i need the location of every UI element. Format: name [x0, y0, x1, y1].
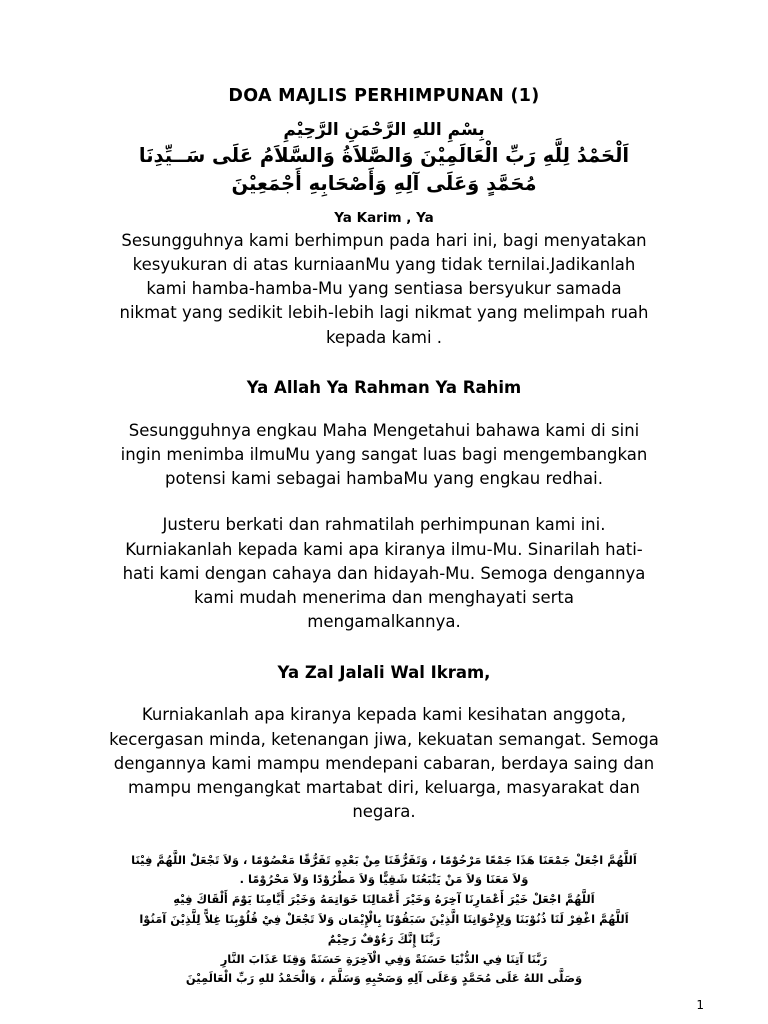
- arabic-closing-line-6: رَبَّنَا آتِنَا فِي الدُّنْيَا حَسَنَةً وَفِي الْآخِرَةِ حَسَنَةً وَقِنَا عَذَابَ النَّارِ: [220, 951, 548, 966]
- arabic-closing-line-1: اَللَّهُمَّ اجْعَلْ جَمْعَنَا هَذَا جَمْعًا مَرْحُوْمًا ، وَتَفَرُّقَنَا مِنْ بَعْدِهِ تَفَرُّقًا مَعْصُوْمًا ، وَلاَ تَجْعَلْ اللَّهُمَّ فِيْنَا: [131, 852, 637, 867]
- arabic-closing-line-5: رَبَّنَا إِنَّكَ رَءُوْفٌ رَحِيْمٌ: [327, 931, 441, 946]
- heading-ya-karim: Ya Karim , Ya: [334, 210, 434, 227]
- arabic-bismillah-line: بِسْمِ اللهِ الرَّحْمَنِ الرَّحِيْمِ: [283, 120, 485, 140]
- heading-ya-zal-jalali: Ya Zal Jalali Wal Ikram,: [277, 662, 491, 682]
- paragraph-kesihatan: Kurniakanlah apa kiranya kepada kami kesihatan anggota, kecergasan minda, ketenangan jiwa, kekuatan semangat. Semoga dengannya kami mampu mendepani cabaran, berdaya saing dan mampu mengangkat martabat diri, keluarga, masyarakat dan negara.: [109, 705, 659, 822]
- arabic-opening-block: [0, 119, 768, 198]
- arabic-closing-line-3: اَللَّهُمَّ اجْعَلْ خَيْرَ أَعْمَارِنَا آخِرَهُ وَخَيْرَ أَعْمَالِنَا خَوَاتِمَهُ وَخَيْرَ أَيَّامِنَا يَوْمَ أَلْقَاكَ فِيْهِ: [173, 892, 595, 907]
- page-number: 1: [696, 998, 704, 1012]
- paragraph-berkat: Justeru berkati dan rahmatilah perhimpunan kami ini. Kurniakanlah kepada kami apa kiranya ilmu-Mu. Sinarilah hati-hati kami dengan cahaya dan hidayah-Mu. Semoga dengannya kami mudah menerima dan menghayati serta mengamalkannya.: [122, 515, 646, 632]
- paragraph-syukur: Sesungguhnya kami berhimpun pada hari ini, bagi menyatakan kesyukuran di atas kurniaanMu yang tidak ternilai.Jadikanlah kami hamba-hamba-Mu yang sentiasa bersyukur samada nikmat yang sedikit lebih-lebih lagi nikmat yang melimpah ruah kepada kami .: [119, 230, 649, 347]
- arabic-closing-line-7: وَصَلَّى اللهُ عَلَى مُحَمَّدٍ وَعَلَى آلِهِ وَصَحْبِهِ وَسَلَّمَ ، وَالْحَمْدُ للهِ رَبِّ الْعَالَمِيْنَ: [185, 971, 583, 986]
- arabic-salawat-line: مُحَمَّدٍ وَعَلَى آلِهِ وَأَصْحَابِهِ أَجْمَعِيْنَ: [231, 172, 537, 196]
- paragraph-ilmu: Sesungguhnya engkau Maha Mengetahui bahawa kami di sini ingin menimba ilmuMu yang sangat luas bagi mengembangkan potensi kami sebagai hambaMu yang engkau redhai.: [120, 420, 648, 489]
- arabic-closing-block: [0, 851, 768, 989]
- arabic-closing-line-4: اَللَّهُمَّ اغْفِرْ لَنَا ذُنُوْبَنَا وَلِإِخْوَانِنَا الَّذِيْنَ سَبَقُوْنَا بِالْإِيْمَان وَلاَ تَجْعَلْ فِيْ قُلُوْبِنَا غِلاًّ لِلَّذِيْنَ آمَنُوْا: [139, 912, 629, 927]
- arabic-closing-line-2: وَلاَ مَعَنَا وَلاَ مَنْ يَتْبَعُنَا شَقِيًّا وَلاَ مَطْرُوْدًا وَلاَ مَحْرُوْمًا .: [239, 872, 529, 887]
- page-title: DOA MAJLIS PERHIMPUNAN (1): [228, 86, 540, 106]
- heading-ya-allah: Ya Allah Ya Rahman Ya Rahim: [246, 377, 522, 397]
- arabic-hamdalah-line: اَلْحَمْدُ لِلَّهِ رَبِّ الْعَالَمِيْنَ وَالصَّلاَةُ وَالسَّلاَمُ عَلَى سَــيِّدِنَا: [138, 143, 630, 167]
